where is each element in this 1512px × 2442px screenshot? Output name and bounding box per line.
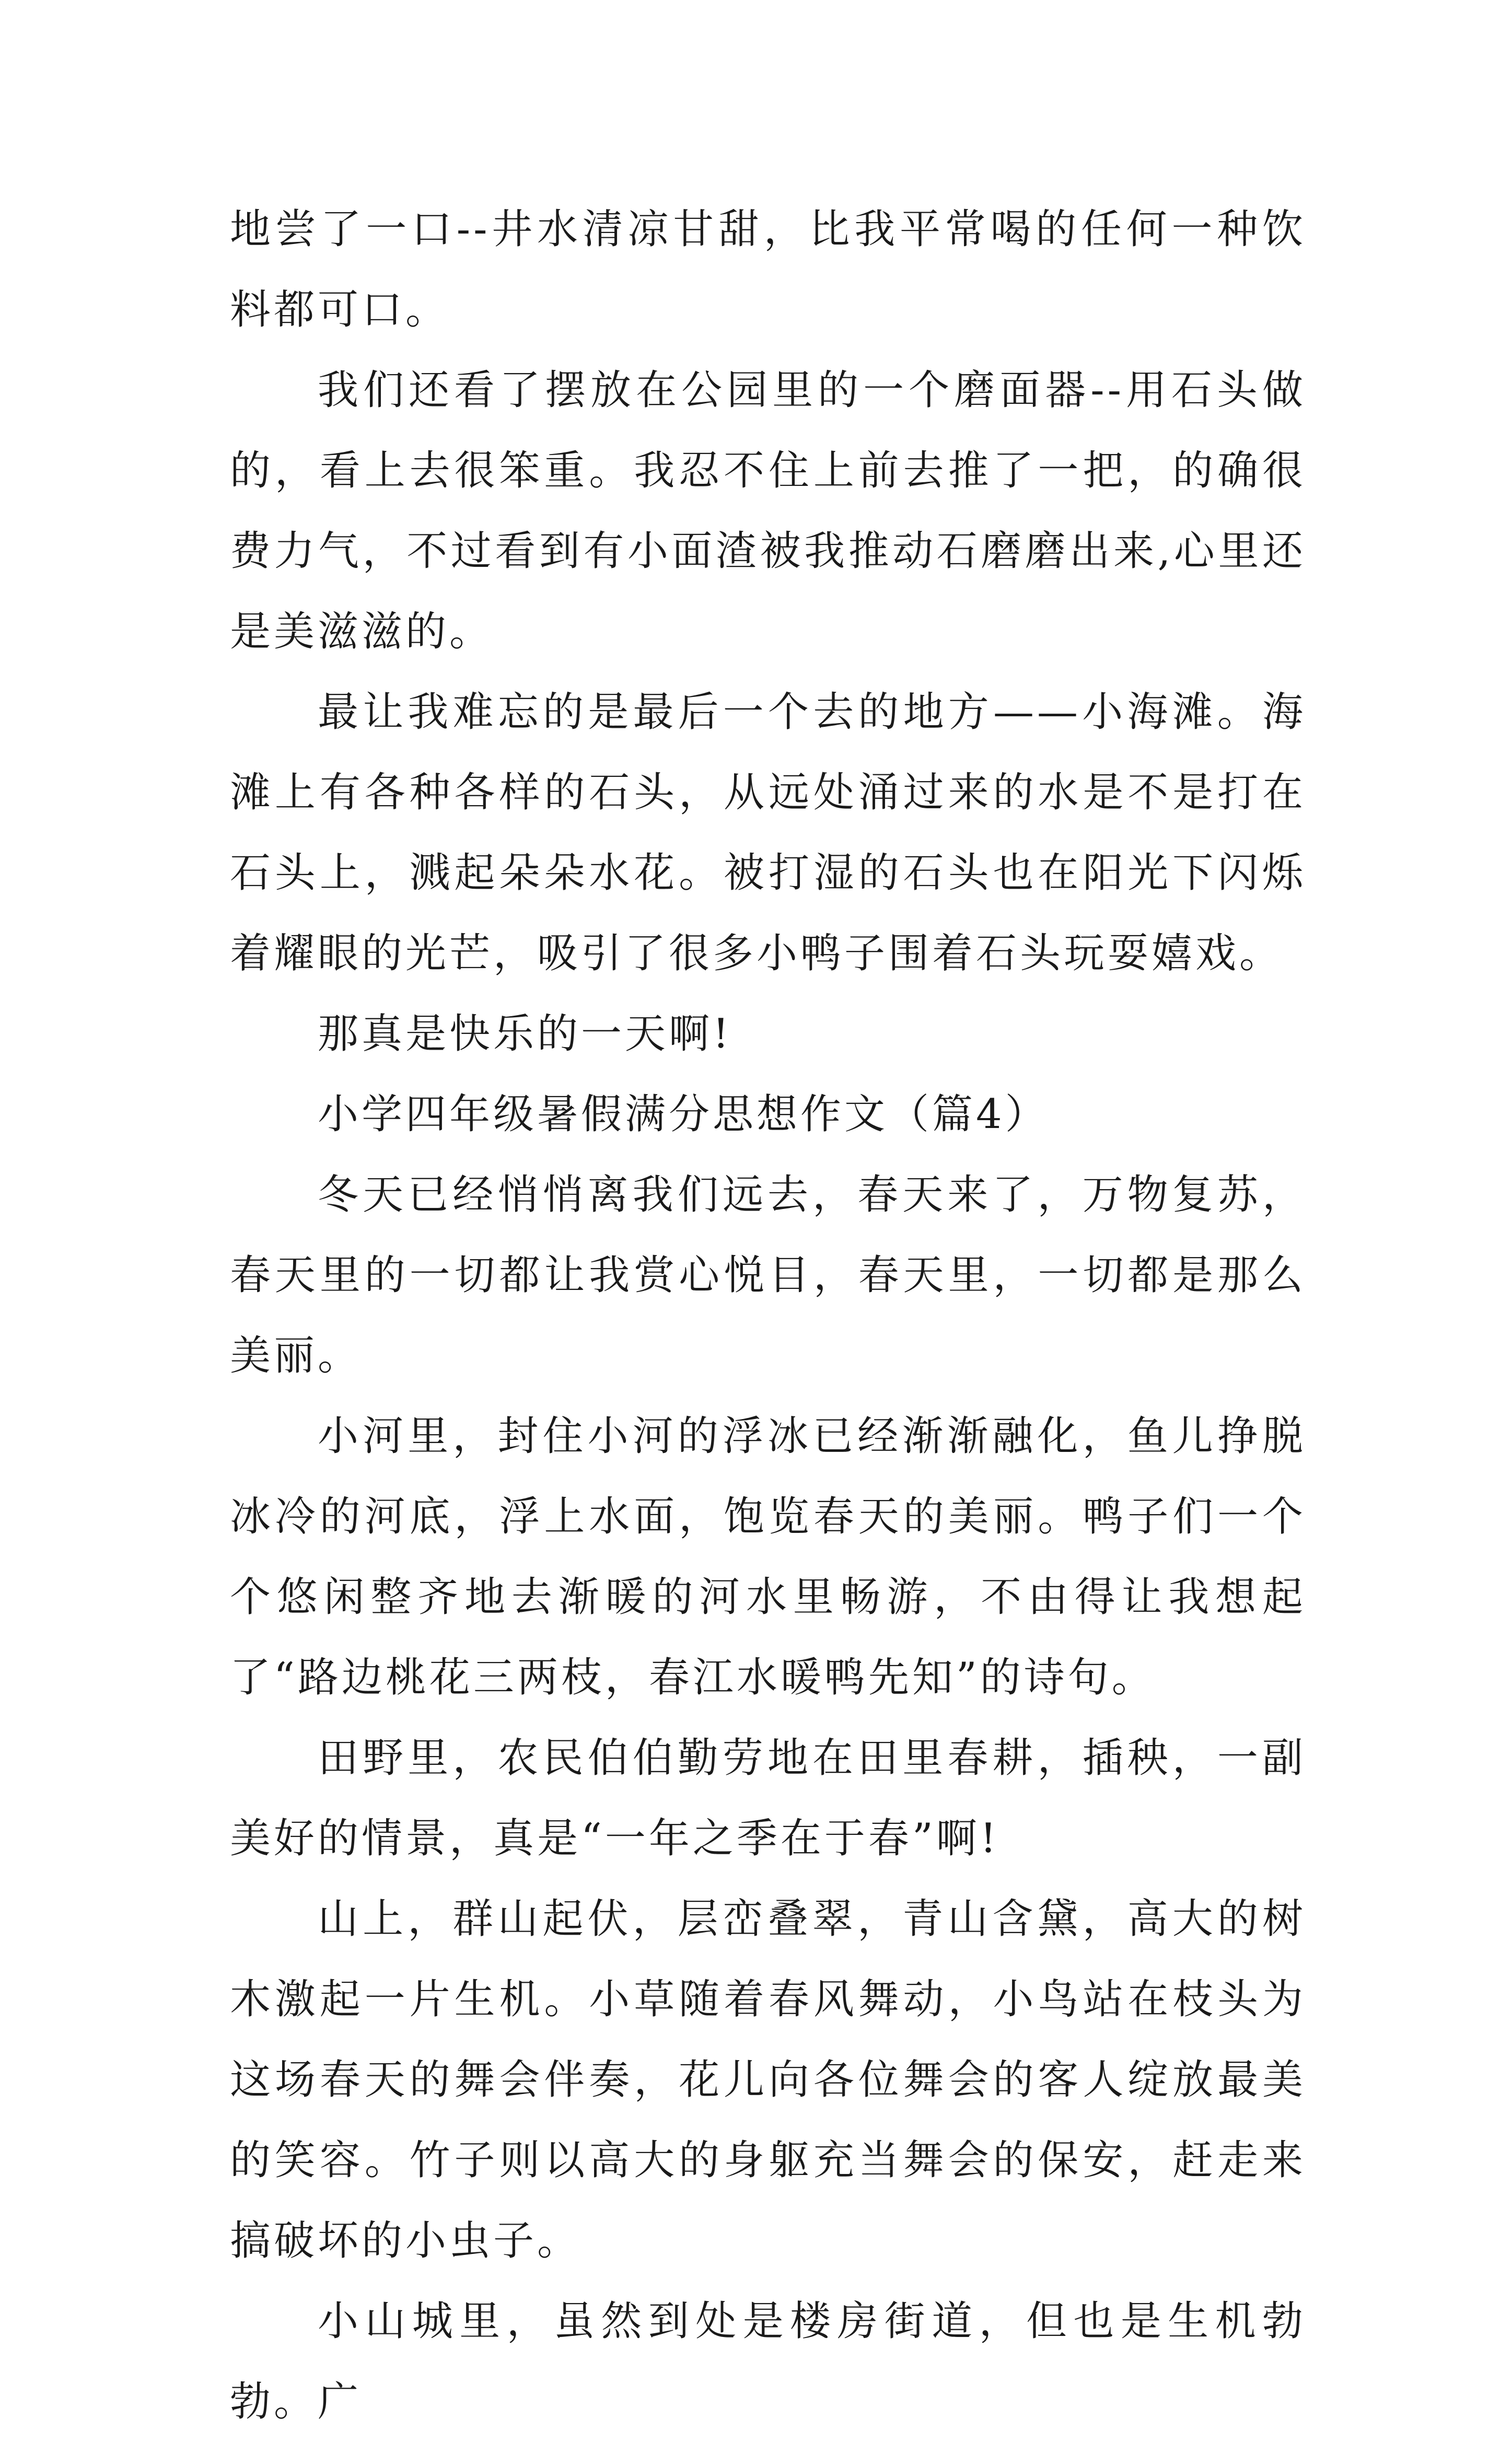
paragraph-2: 我们还看了摆放在公园里的一个磨面器--用石头做的，看上去很笨重。我忍不住上前去推了一把，的确很费力气，不过看到有小面渣被我推动石磨磨出来,心里还是美滋滋的。	[230, 367, 1306, 655]
section-heading: 小学四年级暑假满分思想作文（篇4）	[318, 1091, 1049, 1138]
paragraph-4: 那真是快乐的一天啊!	[318, 1010, 732, 1057]
paragraph-5: 冬天已经悄悄离我们远去，春天来了，万物复苏，春天里的一切都让我赏心悦目，春天里，一切都是那么美丽。	[230, 1171, 1306, 1379]
document-body	[230, 189, 1306, 2442]
paragraph-6: 小河里，封住小河的浮冰已经渐渐融化，鱼儿挣脱冰冷的河底，浮上水面，饱览春天的美丽。鸭子们一个个悠闲整齐地去渐暖的河水里畅游，不由得让我想起了“路边桃花三两枝，春江水暖鸭先知”的诗句。	[230, 1413, 1306, 1701]
paragraph-1: 地尝了一口--井水清凉甘甜，比我平常喝的任何一种饮料都可口。	[230, 206, 1306, 333]
paragraph-8: 山上，群山起伏，层峦叠翠，青山含黛，高大的树木激起一片生机。小草随着春风舞动，小鸟站在枝头为这场春天的舞会伴奏，花儿向各位舞会的客人绽放最美的笑容。竹子则以高大的身躯充当舞会的保安，赶走来搞破坏的小虫子。	[230, 1896, 1306, 2264]
paragraph-3: 最让我难忘的是最后一个去的地方——小海滩。海滩上有各种各样的石头，从远处涌过来的水是不是打在石头上，溅起朵朵水花。被打湿的石头也在阳光下闪烁着耀眼的光芒，吸引了很多小鸭子围着石头玩耍嬉戏。	[230, 689, 1306, 977]
paragraph-7: 田野里，农民伯伯勤劳地在田里春耕，插秧，一副美好的情景，真是“一年之季在于春”啊!	[230, 1735, 1306, 1862]
paragraph-9: 小山城里，虽然到处是楼房街道，但也是生机勃勃。广	[230, 2298, 1306, 2425]
